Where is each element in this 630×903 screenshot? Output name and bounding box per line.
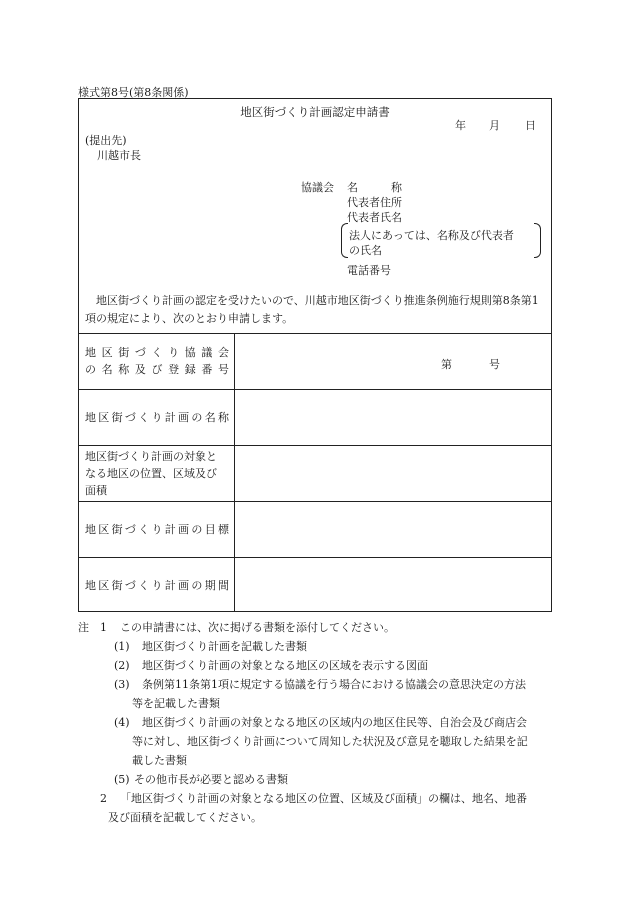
note-2-num: 2 xyxy=(100,792,107,805)
note-item-text: その他市長が必要と認める書類 xyxy=(134,773,288,786)
note-item-num: (1) xyxy=(114,640,130,653)
area-field[interactable] xyxy=(235,446,551,501)
recipient-name: 川越市長 xyxy=(97,149,141,162)
period-field[interactable] xyxy=(235,558,551,611)
application-statement: 地区街づくり計画の認定を受けたいので、川越市地区街づくり推進条例施行規則第8条第1項の規定により、次のとおり申請します。 xyxy=(85,294,539,325)
row-label-council: 地区街づくり協議会 の名称及び登録番号 xyxy=(85,346,229,376)
note-item-cont: 載した書類 xyxy=(132,754,187,767)
application-form xyxy=(78,98,552,612)
note-item-text: 地区街づくり計画の対象となる地区の区域を表示する図面 xyxy=(142,659,428,672)
registration-field[interactable] xyxy=(235,334,551,389)
note-item-num: (5) xyxy=(114,773,130,786)
row-label-area: 地区街づくり計画の対象と なる地区の位置、区域及び 面積 xyxy=(85,450,217,497)
note-item-text: 地区街づくり計画を記載した書類 xyxy=(142,640,307,653)
applicant-org-label: 協議会 xyxy=(301,181,334,194)
note-item-text: 条例第11条第1項に規定する協議を行う場合における協議会の意思決定の方法 xyxy=(142,678,526,691)
note-item-text: 地区街づくり計画の対象となる地区の区域内の地区住民等、自治会及び商店会 xyxy=(142,716,527,729)
registration-no-suffix: 号 xyxy=(489,358,500,371)
note-item-cont: 等を記載した書類 xyxy=(132,697,220,710)
form-number: 様式第8号(第8条関係) xyxy=(78,86,189,99)
note-1-prefix: 注 1 xyxy=(78,621,107,634)
note-item-cont: 等に対し、地区街づくり計画について周知した状況及び意見を聴取した結果を記 xyxy=(132,735,528,748)
note-2-text: 「地区街づくり計画の対象となる地区の位置、区域及び面積」の欄は、地名、地番 xyxy=(120,792,527,805)
row-label-period: 地区街づくり計画の期間 xyxy=(85,579,229,592)
date-day: 日 xyxy=(525,119,536,132)
note-1-text: この申請書には、次に掲げる書類を添付してください。 xyxy=(120,621,395,634)
recipient-label: (提出先) xyxy=(85,134,127,147)
rep-name-label: 代表者氏名 xyxy=(347,211,402,224)
note-item-num: (2) xyxy=(114,659,130,672)
row-label-goal: 地区街づくり計画の目標 xyxy=(85,523,229,536)
registration-no-prefix: 第 xyxy=(441,358,452,371)
note-2-cont: 及び面積を記載してください。 xyxy=(108,811,262,824)
form-title: 地区街づくり計画認定申請書 xyxy=(240,105,390,119)
date-year: 年 xyxy=(455,119,466,132)
note-item-num: (4) xyxy=(114,716,130,729)
plan-name-field[interactable] xyxy=(235,390,551,445)
goal-field[interactable] xyxy=(235,502,551,557)
applicant-name-label: 名 称 xyxy=(347,181,402,194)
date-month: 月 xyxy=(489,119,500,132)
bracket-right xyxy=(534,223,541,258)
phone-label: 電話番号 xyxy=(347,264,391,277)
rep-address-label: 代表者住所 xyxy=(347,196,402,209)
corp-note-line1: 法人にあっては、名称及び代表者 xyxy=(349,229,514,242)
row-label-plan-name: 地区街づくり計画の名称 xyxy=(85,411,229,424)
bracket-left xyxy=(341,223,348,258)
corp-note-line2: の氏名 xyxy=(349,244,382,257)
note-item-num: (3) xyxy=(114,678,130,691)
